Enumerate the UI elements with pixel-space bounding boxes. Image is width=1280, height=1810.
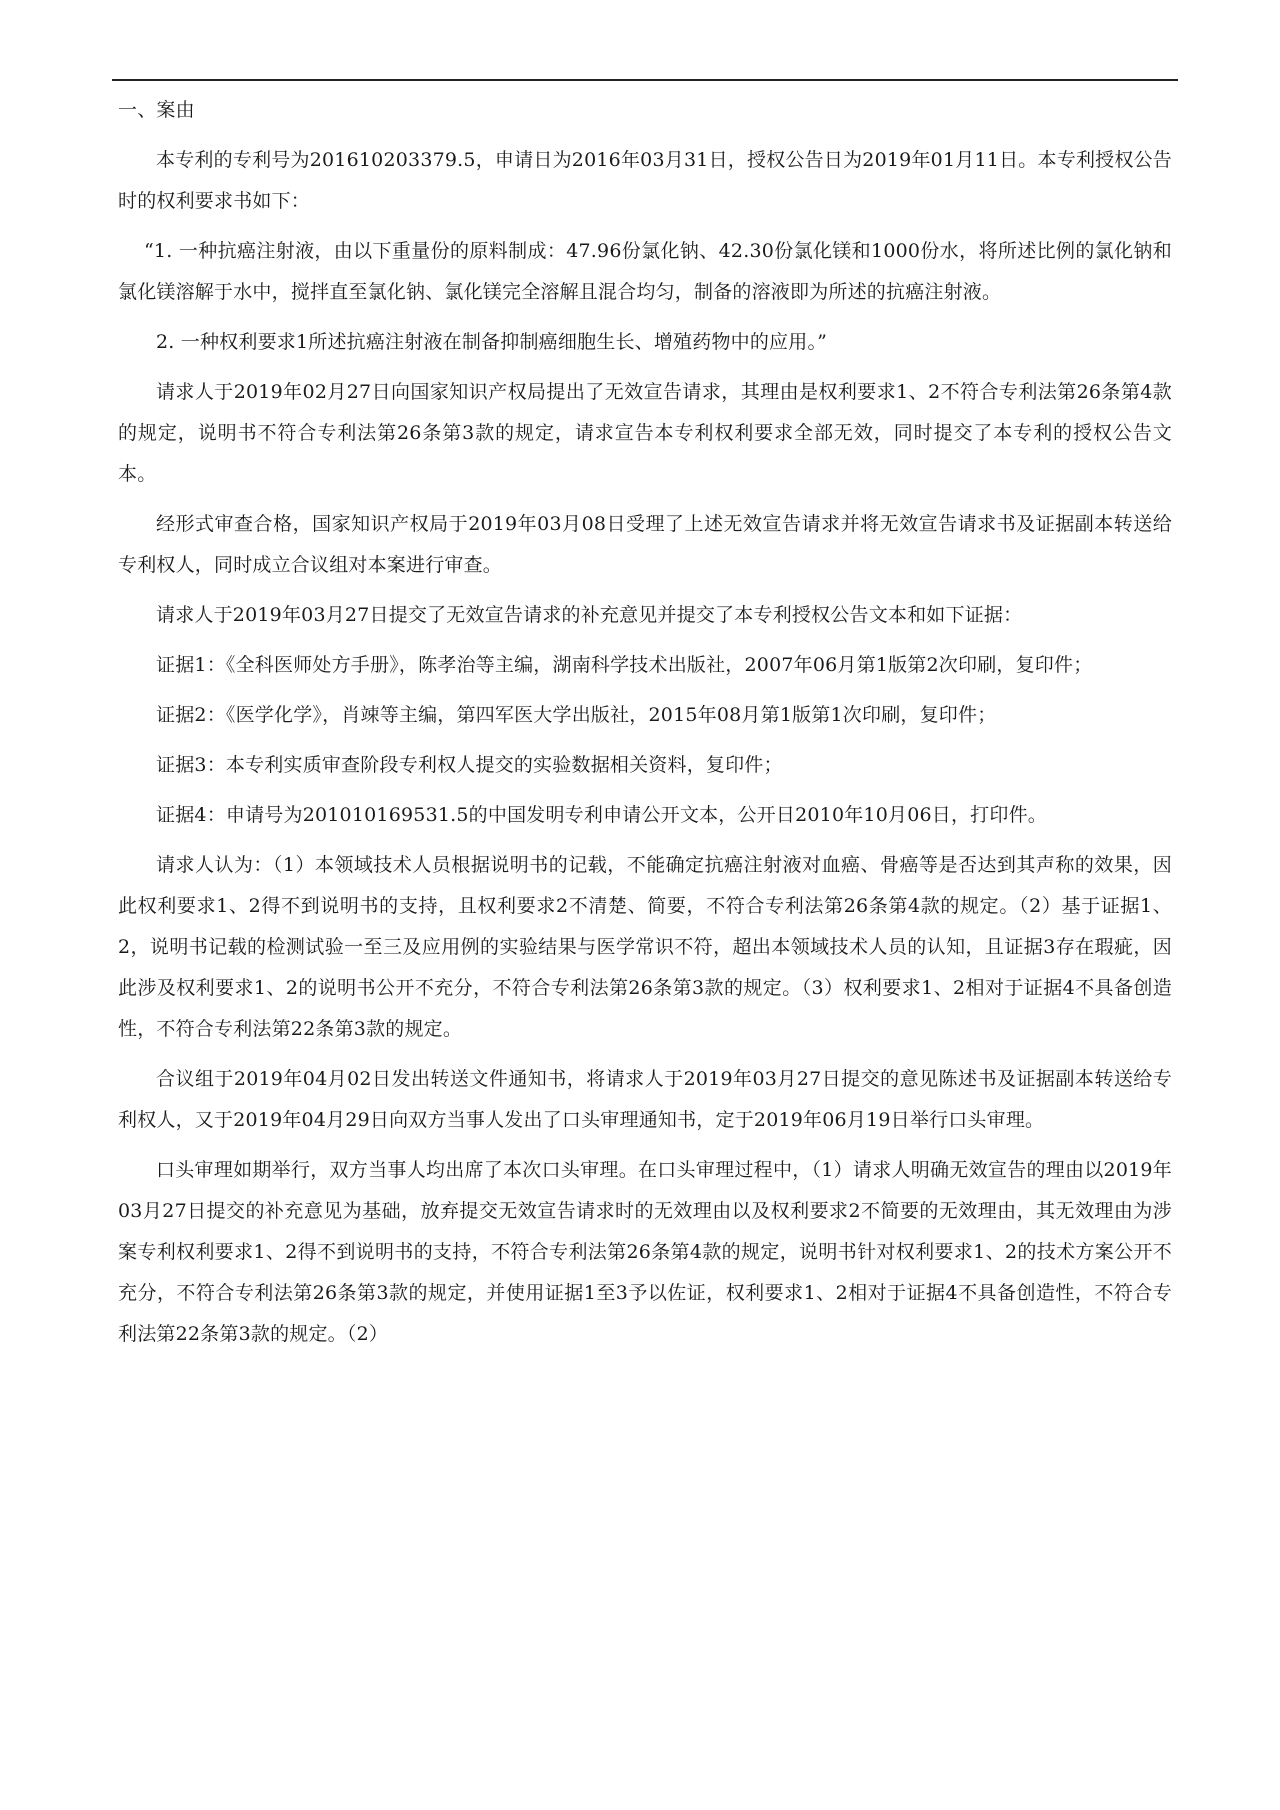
- paragraph-supplement: 请求人于2019年03月27日提交了无效宣告请求的补充意见并提交了本专利授权公告文本和如下证据：: [156, 604, 1023, 626]
- header-rule: [112, 79, 1178, 81]
- document-body: [118, 90, 1172, 1364]
- paragraph-panel-notice: 合议组于2019年04月02日发出转送文件通知书，将请求人于2019年03月27日提交的意见陈述书及证据副本转送给专利权人，又于2019年04月29日向双方当事人发出了口头审理通知书，定于2019年06月19日举行口头审理。: [118, 1068, 1172, 1131]
- paragraph-patent-info: 本专利的专利号为201610203379.5，申请日为2016年03月31日，授权公告日为2019年01月11日。本专利授权公告时的权利要求书如下：: [118, 149, 1172, 212]
- paragraph-evidence-1: 证据1：《全科医师处方手册》，陈孝治等主编，湖南科学技术出版社，2007年06月第1版第2次印刷，复印件；: [156, 654, 1093, 676]
- paragraph-formal-review: 经形式审查合格，国家知识产权局于2019年03月08日受理了上述无效宣告请求并将无效宣告请求书及证据副本转送给专利权人，同时成立合议组对本案进行审查。: [118, 513, 1172, 576]
- paragraph-requester-opinion: 请求人认为：（1）本领域技术人员根据说明书的记载，不能确定抗癌注射液对血癌、骨癌等是否达到其声称的效果，因此权利要求1、2得不到说明书的支持，且权利要求2不清楚、简要，不符合专利法第26条第4款的规定。（2）基于证据1、2，说明书记载的检测试验一至三及应用例的实验结果与医学常识不符，超出本领域技术人员的认知，且证据3存在瑕疵，因此涉及权利要求1、2的说明书公开不充分，不符合专利法第26条第3款的规定。（3）权利要求1、2相对于证据4不具备创造性，不符合专利法第22条第3款的规定。: [118, 854, 1172, 1040]
- paragraph-evidence-3: 证据3：本专利实质审查阶段专利权人提交的实验数据相关资料，复印件；: [156, 754, 783, 776]
- paragraph-claim-2: 2. 一种权利要求1所述抗癌注射液在制备抑制癌细胞生长、增殖药物中的应用。”: [156, 331, 828, 353]
- paragraph-evidence-4: 证据4：申请号为201010169531.5的中国发明专利申请公开文本，公开日2010年10月06日，打印件。: [156, 804, 1047, 826]
- paragraph-claim-1: “1. 一种抗癌注射液，由以下重量份的原料制成：47.96份氯化钠、42.30份氯化镁和1000份水，将所述比例的氯化钠和氯化镁溶解于水中，搅拌直至氯化钠、氯化镁完全溶解且混合均匀，制备的溶液即为所述的抗癌注射液。: [118, 240, 1172, 303]
- paragraph-evidence-2: 证据2：《医学化学》，肖竦等主编，第四军医大学出版社，2015年08月第1版第1次印刷，复印件；: [156, 704, 997, 726]
- paragraph-oral-hearing: 口头审理如期举行，双方当事人均出席了本次口头审理。在口头审理过程中，（1）请求人明确无效宣告的理由以2019年03月27日提交的补充意见为基础，放弃提交无效宣告请求时的无效理由以及权利要求2不简要的无效理由，其无效理由为涉案专利权利要求1、2得不到说明书的支持，不符合专利法第26条第4款的规定，说明书针对权利要求1、2的技术方案公开不充分，不符合专利法第26条第3款的规定，并使用证据1至3予以佐证，权利要求1、2相对于证据4不具备创造性，不符合专利法第22条第3款的规定。（2）: [118, 1159, 1172, 1345]
- paragraph-request: 请求人于2019年02月27日向国家知识产权局提出了无效宣告请求，其理由是权利要求1、2不符合专利法第26条第4款的规定，说明书不符合专利法第26条第3款的规定，请求宣告本专利权利要求全部无效，同时提交了本专利的授权公告文本。: [118, 381, 1172, 485]
- section-heading: 一、案由: [118, 99, 195, 121]
